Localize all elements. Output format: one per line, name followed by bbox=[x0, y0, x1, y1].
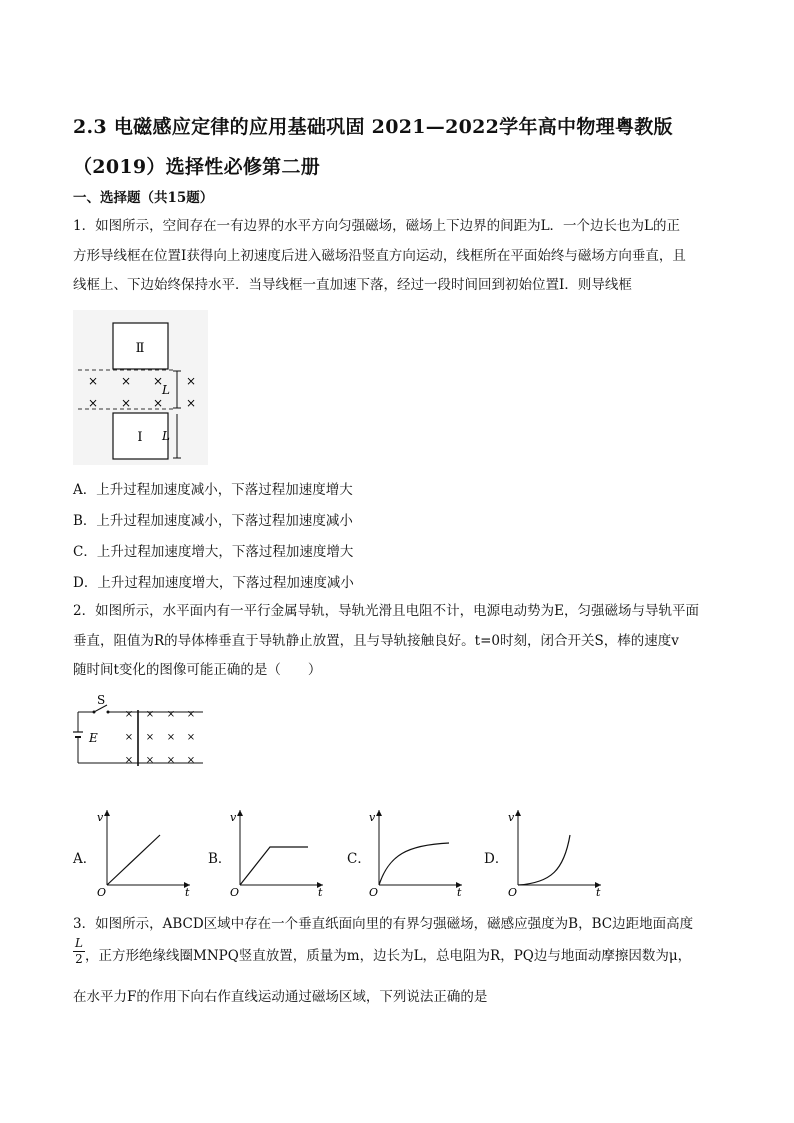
emf-label: E bbox=[89, 731, 98, 745]
document-title bbox=[73, 107, 753, 187]
axis-v: v bbox=[230, 811, 237, 824]
title-line-1: 2.3 电磁感应定律的应用基础巩固 2021—2022学年高中物理粤教版 bbox=[73, 116, 673, 138]
graph-c-label: C． bbox=[347, 851, 371, 867]
switch-label: S bbox=[97, 693, 106, 707]
field-cross: × bbox=[120, 374, 132, 388]
axis-v: v bbox=[369, 811, 376, 824]
field-cross: × bbox=[186, 755, 196, 766]
axis-t: t bbox=[596, 886, 601, 897]
field-cross: × bbox=[145, 732, 155, 743]
curve-concave-up bbox=[518, 835, 570, 885]
q2-circuit bbox=[73, 690, 213, 770]
question-2-text bbox=[73, 597, 723, 686]
q1-option-d: D．上升过程加速度增大，下落过程加速度减小 bbox=[73, 575, 354, 591]
q2-graph-b bbox=[208, 805, 333, 897]
origin: O bbox=[97, 886, 107, 897]
fraction-numerator: L bbox=[73, 936, 85, 952]
dimension-L: L bbox=[162, 429, 170, 443]
origin: O bbox=[508, 886, 518, 897]
q1-figure bbox=[73, 310, 208, 465]
q2-graph-d bbox=[484, 805, 609, 897]
q1-line: 方形导线框在位置I获得向上初速度后进入磁场沿竖直方向运动，线框所在平面始终与磁场方向垂直，且 bbox=[73, 247, 686, 264]
q1-line: 1．如图所示，空间存在一有边界的水平方向匀强磁场，磁场上下边界的间距为L．一个边长也为L的正 bbox=[73, 218, 681, 234]
question-1-text bbox=[73, 212, 723, 301]
q1-option-b: B．上升过程加速度减小，下落过程加速度减小 bbox=[73, 513, 353, 529]
field-cross: × bbox=[145, 709, 155, 720]
frame-1-label: I bbox=[137, 430, 143, 445]
q1-option-a: A．上升过程加速度减小，下落过程加速度增大 bbox=[73, 482, 353, 498]
axis-t: t bbox=[318, 886, 323, 897]
fraction-denominator: 2 bbox=[75, 952, 83, 966]
field-cross: × bbox=[186, 732, 196, 743]
q1-line: 线框上、下边始终保持水平．当导线框一直加速下落，经过一段时间回到初始位置I．则导线框 bbox=[73, 277, 632, 293]
graph-b-axes bbox=[228, 805, 328, 897]
field-cross: × bbox=[124, 709, 134, 720]
dimension-L: L bbox=[162, 383, 170, 397]
origin: O bbox=[230, 886, 240, 897]
graph-c-axes bbox=[367, 805, 467, 897]
field-cross: × bbox=[87, 396, 99, 410]
graph-d-label: D． bbox=[484, 851, 509, 867]
field-cross: × bbox=[166, 732, 176, 743]
field-cross: × bbox=[124, 755, 134, 766]
axis-v: v bbox=[508, 811, 515, 824]
curve-linear bbox=[107, 835, 160, 885]
field-cross: × bbox=[166, 755, 176, 766]
fraction bbox=[73, 936, 85, 967]
field-cross: × bbox=[185, 374, 197, 388]
curve-rise-flat bbox=[240, 847, 308, 885]
question-3-line-1: 3．如图所示，ABCD区域中存在一个垂直纸面向里的有界匀强磁场，磁感应强度为B，BC边距地面高度 bbox=[73, 916, 694, 932]
field-cross: × bbox=[124, 732, 134, 743]
question-3-line-2 bbox=[73, 936, 733, 976]
frame-2-label: Ⅱ bbox=[135, 341, 145, 356]
axis-t: t bbox=[457, 886, 462, 897]
axis-t: t bbox=[185, 886, 190, 897]
curve-concave-down bbox=[379, 843, 449, 885]
field-cross: × bbox=[185, 396, 197, 410]
q2-graph-c bbox=[347, 805, 472, 897]
question-3-line-3: 在水平力F的作用下向右作直线运动通过磁场区域，下列说法正确的是 bbox=[73, 989, 488, 1005]
graph-b-label: B． bbox=[208, 851, 232, 867]
graph-d-axes bbox=[506, 805, 606, 897]
q2-line: 随时间t变化的图像可能正确的是（ ） bbox=[73, 662, 322, 678]
q3-line2-text: ，正方形绝缘线圈MNPQ竖直放置，质量为m，边长为L，总电阻为R，PQ边与地面动摩擦因数为μ， bbox=[85, 948, 692, 964]
graph-a-label: A． bbox=[73, 851, 97, 867]
field-cross: × bbox=[87, 374, 99, 388]
q2-line: 垂直，阻值为R的导体棒垂直于导轨静止放置，且与导轨接触良好。t=0时刻，闭合开关S，棒的速度v bbox=[73, 632, 679, 649]
title-line-2: （2019）选择性必修第二册 bbox=[73, 156, 321, 178]
field-cross: × bbox=[186, 709, 196, 720]
field-cross: × bbox=[152, 396, 164, 410]
field-cross: × bbox=[120, 396, 132, 410]
graph-a-axes bbox=[95, 805, 195, 897]
section-heading: 一、选择题（共15题） bbox=[73, 190, 214, 206]
q1-option-c: C．上升过程加速度增大，下落过程加速度增大 bbox=[73, 544, 354, 560]
axis-v: v bbox=[97, 811, 104, 824]
origin: O bbox=[369, 886, 379, 897]
q2-graph-a bbox=[73, 805, 198, 897]
field-cross: × bbox=[166, 709, 176, 720]
field-cross: × bbox=[145, 755, 155, 766]
field-cross: × bbox=[152, 374, 164, 388]
q2-line: 2．如图所示，水平面内有一平行金属导轨，导轨光滑且电阻不计，电源电动势为E，匀强磁场与导轨平面 bbox=[73, 603, 699, 619]
